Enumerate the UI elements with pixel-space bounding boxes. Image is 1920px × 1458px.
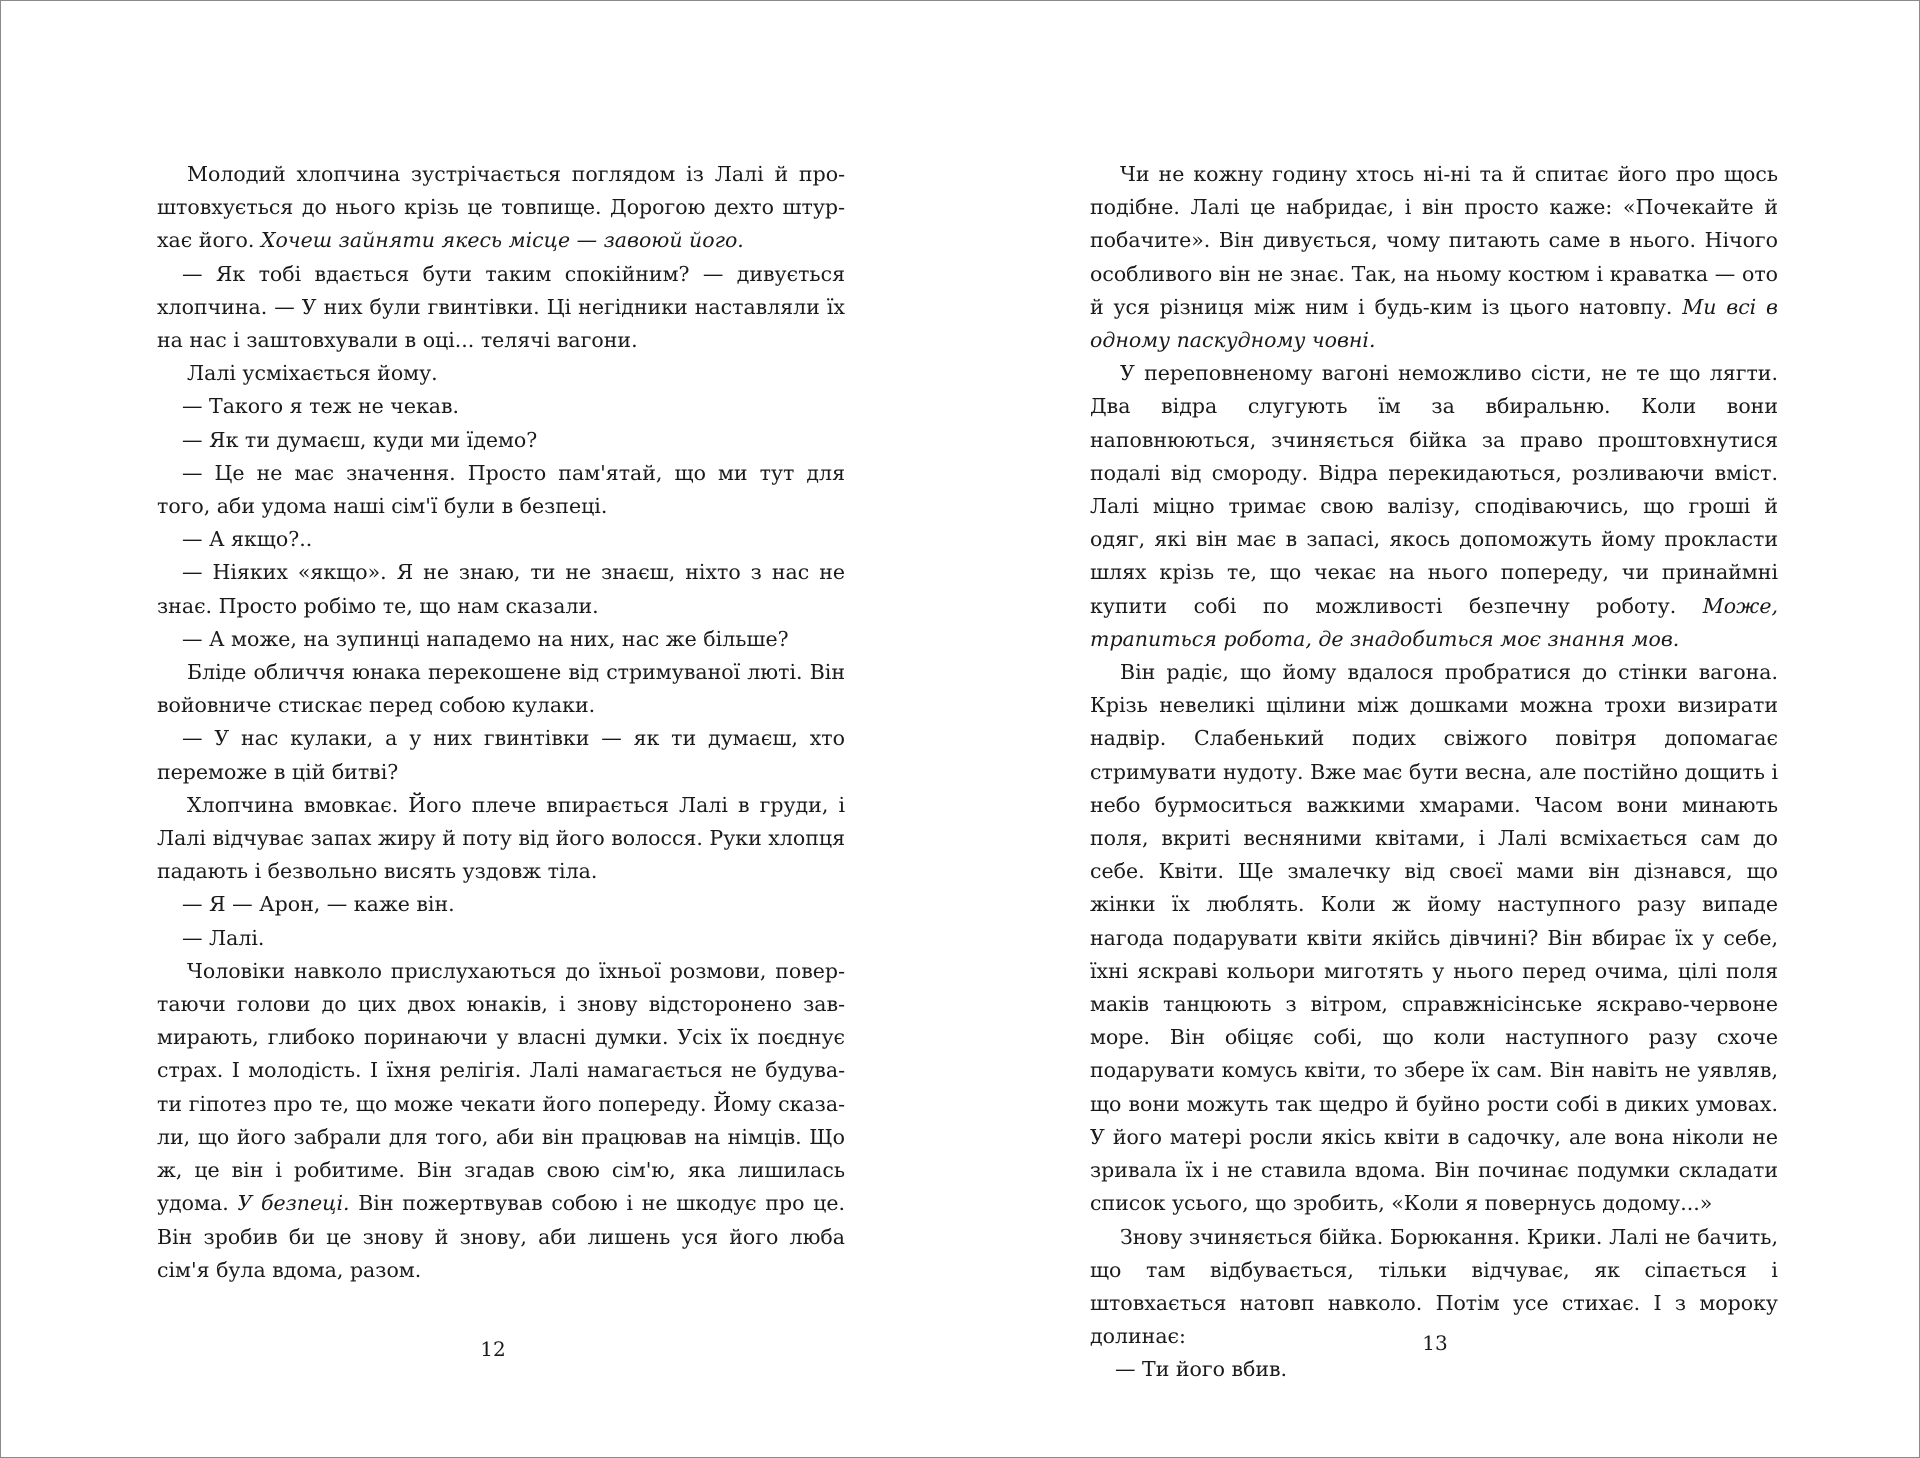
text-run: Знову зчиняється бійка. Борюкання. Крики. Лалі не бачить, що там відбувається, тільки відчуває, як сіпається і штовхається натовп навколо. Потім усе стихає. І з мороку долинає: <box>1090 1224 1778 1349</box>
text-run: — Це не має значення. Просто пам'ятай, що ми тут для того, аби удома наші сім'ї були в безпеці. <box>157 460 845 519</box>
prose-paragraph <box>157 789 845 889</box>
prose-paragraph <box>157 656 845 722</box>
prose-paragraph <box>157 357 845 390</box>
text-run: — Лалі. <box>182 925 265 950</box>
page-number-left: 12 <box>480 1337 506 1361</box>
dialogue-paragraph <box>157 390 845 423</box>
prose-paragraph <box>1090 357 1778 656</box>
text-run: — Як ти думаєш, куди ми їдемо? <box>182 427 538 452</box>
right-page-text <box>1090 158 1778 1387</box>
text-run: Чоловіки навколо прислухаються до їхньої розмови, повертаючи голови до цих двох юнаків, і знову відсторонено завмирають, глибоко поринаючи у власні думки. Усіх їх поєднує страх. І молодість. І їхня релігія. Лалі намагається не будувати гіпотез про те, що може чекати його попереду. Йому сказали, що його забрали для того, аби він працював на німців. Що ж, це він і робитиме. Він згадав свою сім'ю, яка лишилась удома. <box>157 958 845 1216</box>
dialogue-paragraph <box>157 888 845 921</box>
text-run: Чи не кожну годину хтось ні-ні та й спитає його про щось подібне. Лалі це набридає, і він просто каже: «Почекайте й побачите». Він дивується, чому питають саме в нього. Нічого особливого він не знає. Так, на ньому костюм і краватка — ото й уся різниця між ним і будь-ким із цього натовпу. <box>1090 162 1778 319</box>
text-run: — Ти його вбив. <box>1115 1357 1288 1382</box>
dialogue-paragraph <box>157 623 845 656</box>
dialogue-paragraph <box>157 523 845 556</box>
text-run: Хлопчина вмовкає. Його плече впирається Лалі в груди, і Лалі відчуває запах жиру й поту від його волосся. Руки хлопця падають і безвольно висять уздовж тіла. <box>157 792 845 884</box>
text-run: — Ніяких «якщо». Я не знаю, ти не знаєш, ніхто з нас не знає. Просто робімо те, що нам сказали. <box>157 560 845 618</box>
text-run: Бліде обличчя юнака перекошене від стримуваної люті. Він войовниче стискає перед собою кулаки. <box>157 660 845 718</box>
page-number-right: 13 <box>1422 1331 1448 1355</box>
text-run: Він пожертвував собою і не шкодує про це. Він зробив би це знову й знову, аби лишень уся його люба сім'я була вдома, разом. <box>157 1191 845 1282</box>
text-run: Лалі усміхається йому. <box>187 361 438 386</box>
dialogue-paragraph <box>1090 1353 1778 1386</box>
text-run: — Як тобі вдається бути таким спокійним? — дивується хлопчина. — У них були гвинтівки. Ці негідники наставляли їх на нас і заштовхували в оці... телячі вагони. <box>157 261 845 353</box>
text-run: — А може, на зупинці нападемо на них, нас же більше? <box>182 626 789 651</box>
dialogue-paragraph <box>157 424 845 457</box>
italic-text-run: Хочеш зайняти якесь місце — завоюй його. <box>260 228 744 253</box>
dialogue-paragraph <box>157 556 845 622</box>
dialogue-paragraph <box>157 457 845 523</box>
text-run: У переповненому вагоні неможливо сісти, не те що лягти. Два відра слугують їм за вбиральню. Коли вони наповнюються, зчиняється бійка за право проштовхнутися подалі від смороду. Відра перекидаються, розливаючи вміст. Лалі міцно тримає свою валізу, сподіваючись, що гроші й одяг, які він має в запасі, якось допоможуть йому прокласти шлях крізь те, що чекає на нього попереду, чи принаймні купити собі по можливості безпечну роботу. <box>1090 361 1778 618</box>
text-run: — А якщо?.. <box>182 527 313 552</box>
text-run: Він радіє, що йому вдалося пробратися до стінки вагона. Крізь невеликі щілини між дошками можна трохи визирати надвір. Слабенький подих свіжого повітря допомагає стримувати нудоту. Вже має бути весна, але постійно дощить і небо бурмоситься важкими хмарами. Часом вони минають поля, вкриті весняними квітами, і Лалі всміхається сам до себе. Квіти. Ще змалечку від своєї мами він дізнався, що жінки їх люблять. Коли ж йому наступного разу випаде нагода подарувати квіти якійсь дівчині? Він вбирає їх у себе, їхні яскраві кольори миготять у нього перед очима, цілі поля маків танцюють з вітром, справжнісінське яскраво-червоне море. Він обіцяє собі, що коли наступного разу схоче подарувати комусь квіти, то збере їх сам. Він навіть не уявляв, що вони можуть так щедро й буйно рости собі в диких умовах. У його матері росли якісь квіти в садочку, але вона ніколи не зривала їх і не ставила вдома. Він починає подумки складати список усього, що зробить, «Коли я повернусь додому...» <box>1090 660 1778 1216</box>
left-page-text <box>157 158 845 1287</box>
left-page <box>157 158 845 1287</box>
italic-text-run: У безпеці. <box>237 1191 350 1216</box>
dialogue-paragraph <box>157 722 845 788</box>
prose-paragraph <box>1090 656 1778 1220</box>
text-run: — Я — Арон, — каже він. <box>182 892 455 917</box>
text-run: Молодий хлопчина зустрічається поглядом із Лалі й проштовхується до нього крізь це товпище. Дорогою дехто штурхає його. <box>157 162 845 253</box>
right-page <box>1090 158 1778 1387</box>
prose-paragraph <box>157 955 845 1287</box>
prose-paragraph <box>1090 158 1778 357</box>
text-run: — У нас кулаки, а у них гвинтівки — як ти думаєш, хто переможе в цій битві? <box>157 726 845 784</box>
italic-text-run: Ми всі в одному паскудному човні. <box>1090 294 1778 353</box>
prose-paragraph <box>157 158 845 258</box>
text-run: — Такого я теж не чекав. <box>182 394 460 419</box>
italic-text-run: Може, трапиться робота, де знадобиться моє знання мов. <box>1090 593 1778 651</box>
dialogue-paragraph <box>157 258 845 358</box>
dialogue-paragraph <box>157 922 845 955</box>
